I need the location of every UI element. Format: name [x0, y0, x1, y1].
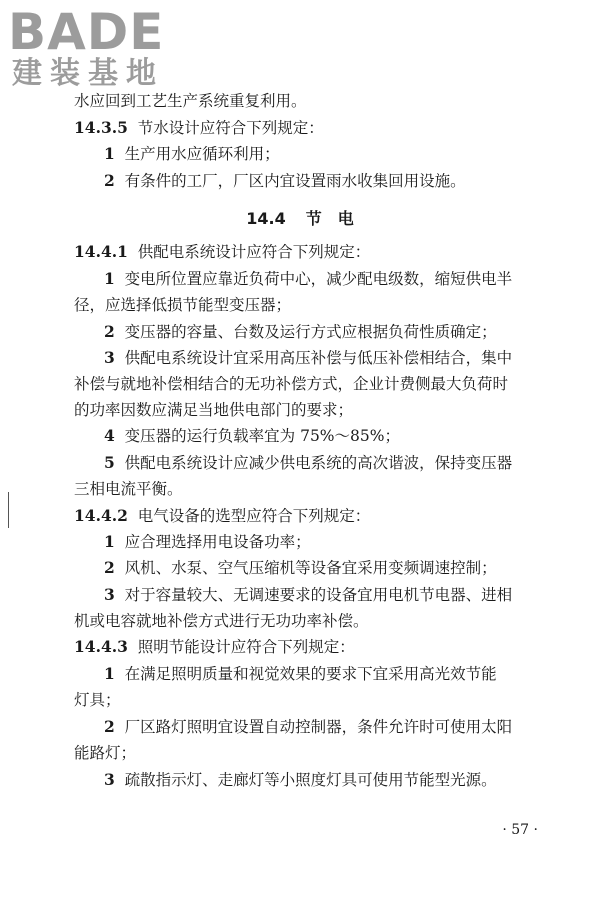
- line-text: 的功率因数应满足当地供电部门的要求；: [74, 401, 354, 419]
- text-line: [74, 610, 369, 632]
- line-text: 水应回到工艺生产系统重复利用。: [74, 92, 307, 110]
- line-text: 灯具；: [74, 691, 121, 709]
- text-line: [74, 689, 121, 711]
- line-text: 三相电流平衡。: [74, 480, 183, 498]
- text-line: [74, 478, 183, 500]
- section-heading: [0, 206, 600, 229]
- clause-number: 14.4.1: [74, 242, 128, 261]
- item-text: 供配电系统设计宜采用高压补偿与低压补偿相结合，集中: [124, 349, 513, 367]
- list-item: [104, 347, 512, 369]
- margin-mark: [8, 492, 9, 528]
- item-text: 风机、水泵、空气压缩机等设备宜采用变频调速控制；: [124, 559, 497, 577]
- list-item: [104, 716, 512, 738]
- list-item: [104, 584, 512, 606]
- item-text: 在满足照明质量和视觉效果的要求下宜采用高光效节能: [124, 665, 497, 683]
- item-text: 疏散指示灯、走廊灯等小照度灯具可使用节能型光源。: [124, 771, 497, 789]
- text-line: [74, 90, 307, 112]
- list-item: [104, 268, 512, 290]
- item-text: 对于容量较大、无调速要求的设备宜用电机节电器、进相: [124, 586, 513, 604]
- item-number: 2: [104, 558, 115, 577]
- item-number: 1: [104, 532, 115, 551]
- clause-number: 14.4.2: [74, 506, 128, 525]
- item-number: 2: [104, 171, 115, 190]
- section-title: 节 电: [305, 209, 354, 228]
- logo-wordmark: BADE: [8, 3, 165, 61]
- item-number: 3: [104, 585, 115, 604]
- text-line: [74, 399, 353, 421]
- item-number: 2: [104, 322, 115, 341]
- line-text: 能路灯；: [74, 744, 137, 762]
- list-item: [104, 663, 497, 685]
- list-item: [104, 321, 497, 343]
- list-item: [104, 557, 497, 579]
- item-number: 4: [104, 426, 115, 445]
- clause-14-4-1: [74, 241, 370, 263]
- clause-14-4-2: [74, 505, 370, 527]
- line-text: 径，应选择低损节能型变压器；: [74, 296, 292, 314]
- item-text: 应合理选择用电设备功率；: [124, 533, 311, 551]
- item-number: 1: [104, 144, 115, 163]
- clause-text: 节水设计应符合下列规定：: [137, 119, 324, 137]
- text-line: [74, 373, 508, 395]
- logo-chinese-name: 建装基地: [12, 56, 164, 91]
- item-text: 生产用水应循环利用；: [124, 145, 280, 163]
- item-text: 厂区路灯照明宜设置自动控制器，条件允许时可使用太阳: [124, 718, 513, 736]
- list-item: [104, 143, 280, 165]
- clause-text: 供配电系统设计应符合下列规定：: [137, 243, 371, 261]
- page-number: · 57 ·: [502, 822, 538, 838]
- clause-14-3-5: [74, 117, 324, 139]
- section-number: 14.4: [246, 209, 286, 228]
- item-text: 变电所位置应靠近负荷中心，减少配电级数，缩短供电半: [124, 270, 513, 288]
- clause-number: 14.4.3: [74, 637, 128, 656]
- list-item: [104, 452, 512, 474]
- item-number: 1: [104, 269, 115, 288]
- item-number: 2: [104, 717, 115, 736]
- list-item: [104, 170, 466, 192]
- text-line: [74, 742, 136, 764]
- clause-number: 14.3.5: [74, 118, 128, 137]
- bade-logo: [6, 4, 176, 92]
- list-item: [104, 769, 497, 791]
- line-text: 机或电容就地补偿方式进行无功功率补偿。: [74, 612, 369, 630]
- clause-text: 照明节能设计应符合下列规定：: [137, 638, 355, 656]
- list-item: [104, 531, 311, 553]
- item-text: 供配电系统设计应减少供电系统的高次谐波，保持变压器: [124, 454, 513, 472]
- item-text: 变压器的容量、台数及运行方式应根据负荷性质确定；: [124, 323, 497, 341]
- list-item: [104, 425, 400, 447]
- clause-text: 电气设备的选型应符合下列规定：: [137, 507, 371, 525]
- item-number: 1: [104, 664, 115, 683]
- item-number: 5: [104, 453, 115, 472]
- text-line: [74, 294, 291, 316]
- item-number: 3: [104, 770, 115, 789]
- item-number: 3: [104, 348, 115, 367]
- item-text: 有条件的工厂，厂区内宜设置雨水收集回用设施。: [124, 172, 466, 190]
- item-text: 变压器的运行负载率宜为 75%～85%；: [124, 427, 400, 445]
- clause-14-4-3: [74, 636, 355, 658]
- line-text: 补偿与就地补偿相结合的无功补偿方式，企业计费侧最大负荷时: [74, 375, 509, 393]
